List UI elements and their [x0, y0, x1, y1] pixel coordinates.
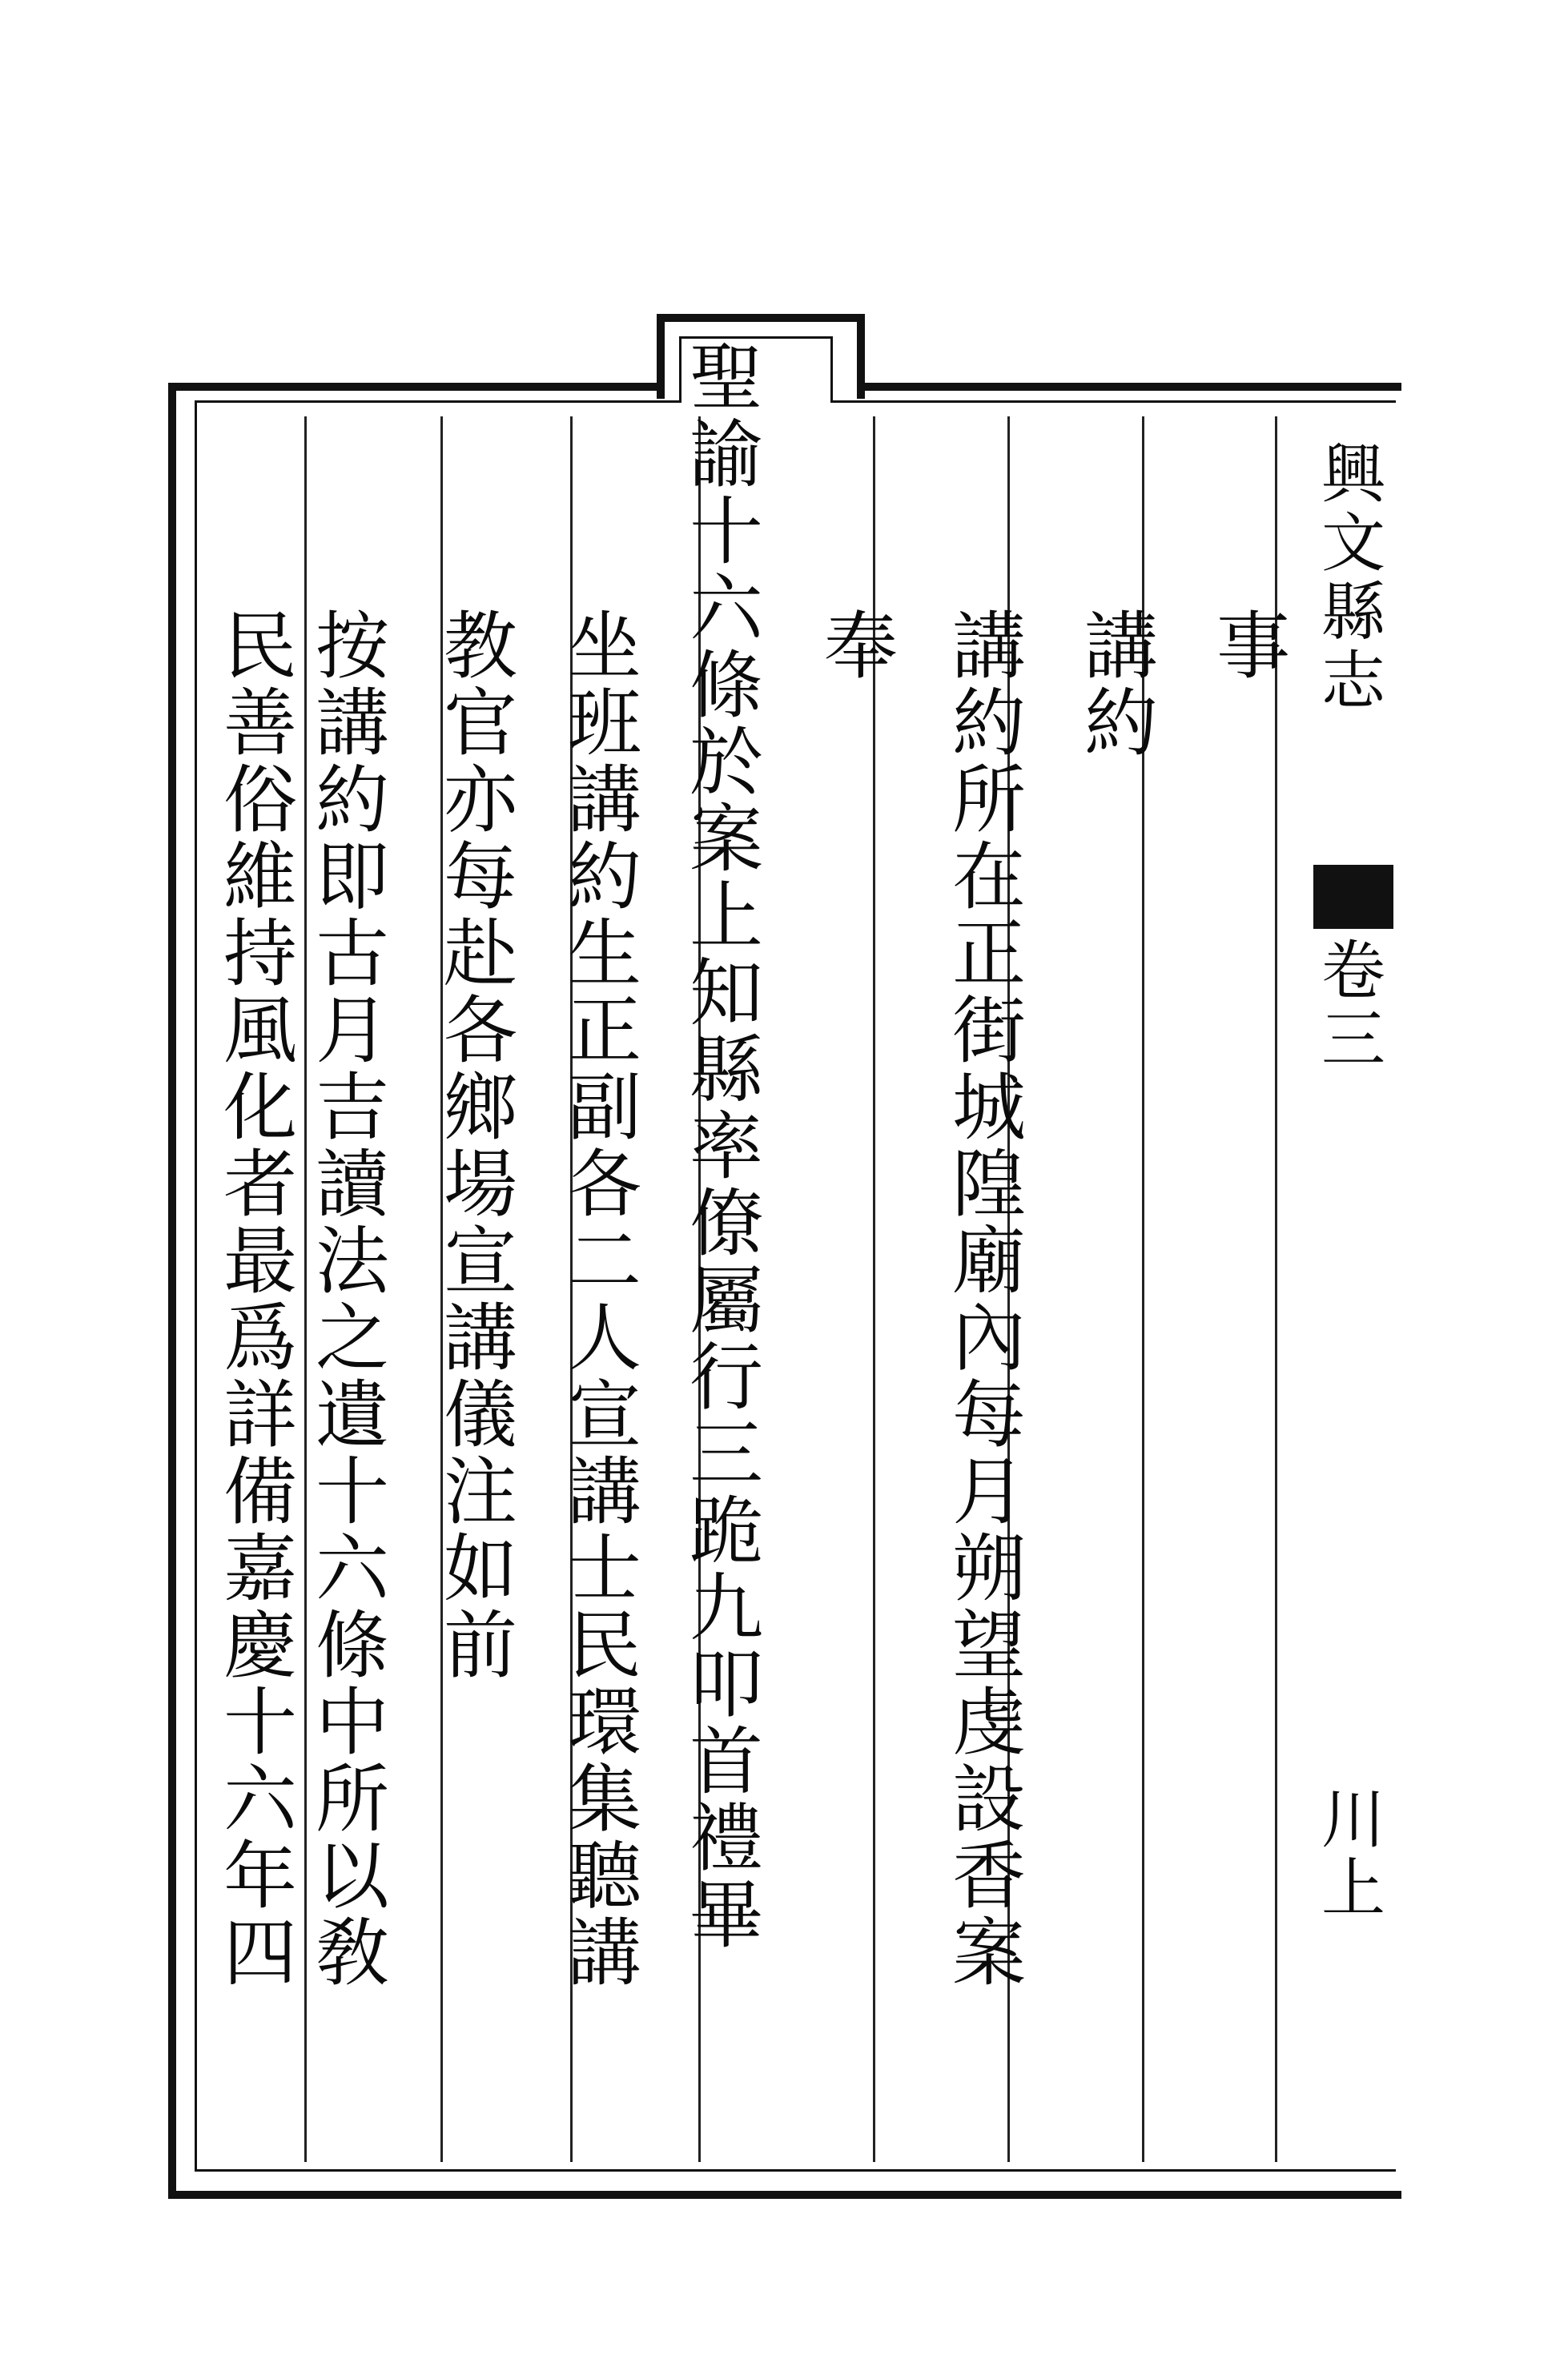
glyph: 廟: [951, 1219, 1026, 1304]
glyph: 約: [315, 758, 389, 843]
glyph: 風: [223, 988, 297, 1074]
glyph: 善: [223, 681, 297, 766]
glyph: 年: [223, 1834, 297, 1919]
text-column-2: [1077, 604, 1165, 766]
glyph: 跪: [689, 1489, 763, 1574]
glyph: 持: [223, 911, 297, 997]
glyph: 四: [223, 1911, 297, 1996]
glyph: 中: [315, 1680, 389, 1766]
glyph: 備: [223, 1449, 297, 1535]
glyph: 生: [567, 911, 641, 997]
text-column-3: [945, 604, 1033, 1996]
glyph: 之: [315, 1296, 389, 1381]
glyph: 城: [951, 1065, 1026, 1151]
glyph: 副: [567, 1065, 641, 1151]
glyph: 宣: [443, 1219, 517, 1304]
glyph: 爲: [223, 1296, 297, 1381]
glyph: 六: [315, 1526, 389, 1612]
glyph: 約: [567, 834, 641, 920]
glyph: 諭: [689, 412, 763, 498]
glyph: 吉: [315, 1065, 389, 1151]
glyph: 講: [951, 604, 1026, 689]
text-column-5: [682, 336, 770, 1959]
glyph: 各: [443, 988, 517, 1074]
glyph: 三: [689, 1412, 763, 1497]
glyph: 鄉: [443, 1065, 517, 1151]
glyph: 講: [567, 1911, 641, 1996]
glyph: 嘉: [223, 1526, 297, 1612]
glyph: 條: [315, 1603, 389, 1689]
text-column-9: [216, 604, 304, 1996]
glyph: 叩: [689, 1642, 763, 1728]
column-rule: [304, 416, 307, 2162]
glyph: 每: [951, 1372, 1026, 1458]
glyph: 朔: [951, 1526, 1026, 1612]
glyph: 案: [689, 797, 763, 882]
glyph: 僚: [689, 1181, 763, 1267]
glyph: 首: [689, 1719, 763, 1805]
glyph: 環: [567, 1680, 641, 1766]
glyph: 民: [223, 604, 297, 689]
glyph: 率: [689, 1104, 763, 1190]
glyph: 街: [951, 988, 1026, 1074]
glyph: 隍: [951, 1142, 1026, 1228]
glyph: 縣: [689, 1027, 763, 1113]
glyph: 正: [567, 988, 641, 1074]
glyph: 官: [443, 681, 517, 766]
glyph: 慶: [223, 1603, 297, 1689]
glyph: 詳: [223, 1372, 297, 1458]
glyph: 六: [689, 566, 763, 652]
glyph: 亦: [443, 758, 517, 843]
glyph: 約: [951, 681, 1026, 766]
glyph: 二: [567, 1219, 641, 1304]
glyph: 講: [443, 1296, 517, 1381]
glyph: 赴: [443, 911, 517, 997]
glyph: 敎: [315, 1911, 389, 1996]
glyph: 文: [1321, 506, 1385, 581]
glyph: 者: [223, 1142, 297, 1228]
glyph: 講: [567, 758, 641, 843]
glyph: 十: [315, 1449, 389, 1535]
glyph: 俗: [223, 758, 297, 843]
glyph: 遺: [315, 1372, 389, 1458]
glyph: 畢: [689, 1873, 763, 1959]
glyph: 以: [315, 1834, 389, 1919]
glyph: 士: [567, 1526, 641, 1612]
glyph: 縣: [1321, 575, 1385, 649]
text-column-1: [1209, 604, 1297, 689]
glyph: 望: [951, 1603, 1026, 1689]
glyph: 十: [223, 1680, 297, 1766]
text-column-7: [436, 604, 525, 1689]
glyph: 坐: [567, 604, 641, 689]
glyph: 上: [689, 874, 763, 959]
glyph: 三: [1321, 1003, 1385, 1077]
glyph: 月: [951, 1449, 1026, 1535]
glyph: 上: [1321, 1851, 1385, 1926]
glyph: 讀: [315, 1142, 389, 1228]
glyph: 集: [567, 1757, 641, 1843]
glyph: 志: [1321, 644, 1385, 718]
glyph: 奉: [823, 604, 898, 689]
glyph: 各: [567, 1142, 641, 1228]
glyph: 即: [315, 834, 389, 920]
glyph: 設: [951, 1757, 1026, 1843]
glyph: 約: [1084, 681, 1158, 766]
glyph: 每: [443, 834, 517, 920]
glyph: 如: [443, 1526, 517, 1612]
glyph: 人: [567, 1296, 641, 1381]
glyph: 講: [567, 1449, 641, 1535]
glyph: 卷: [1321, 934, 1385, 1008]
glyph: 內: [951, 1296, 1026, 1381]
glyph: 維: [223, 834, 297, 920]
glyph: 所: [315, 1757, 389, 1843]
glyph: 案: [951, 1911, 1026, 1996]
glyph: 聖: [689, 336, 763, 421]
margin-section: [1313, 1782, 1393, 1926]
glyph: 條: [689, 643, 763, 729]
glyph: 香: [951, 1834, 1026, 1919]
glyph: 事: [1216, 604, 1290, 689]
glyph: 在: [951, 834, 1026, 920]
glyph: 最: [223, 1219, 297, 1304]
glyph: 月: [315, 988, 389, 1074]
margin-fish-tail: [1313, 865, 1393, 929]
glyph: 川: [1321, 1782, 1385, 1857]
glyph: 講: [1084, 604, 1158, 689]
glyph: 宣: [567, 1372, 641, 1458]
glyph: 十: [689, 489, 763, 575]
margin-title: [1313, 437, 1393, 718]
glyph: 教: [443, 604, 517, 689]
glyph: 所: [951, 758, 1026, 843]
glyph: 班: [567, 681, 641, 766]
glyph: 化: [223, 1065, 297, 1151]
text-column-8: [308, 604, 396, 1996]
text-column-4: [817, 604, 905, 689]
glyph: 注: [443, 1449, 517, 1535]
glyph: 於: [689, 720, 763, 806]
glyph: 古: [315, 911, 389, 997]
glyph: 知: [689, 950, 763, 1036]
glyph: 虔: [951, 1680, 1026, 1766]
glyph: 九: [689, 1565, 763, 1651]
glyph: 行: [689, 1335, 763, 1421]
glyph: 前: [443, 1603, 517, 1689]
glyph: 興: [1321, 437, 1385, 512]
glyph: 按: [315, 604, 389, 689]
glyph: 民: [567, 1603, 641, 1689]
glyph: 儀: [443, 1372, 517, 1458]
glyph: 法: [315, 1219, 389, 1304]
glyph: 正: [951, 911, 1026, 997]
glyph: 屬: [689, 1258, 763, 1344]
glyph: 講: [315, 681, 389, 766]
text-column-6: [561, 604, 649, 1996]
glyph: 聽: [567, 1834, 641, 1919]
glyph: 六: [223, 1757, 297, 1843]
margin-volume: [1313, 934, 1393, 1077]
glyph: 禮: [689, 1796, 763, 1882]
glyph: 場: [443, 1142, 517, 1228]
